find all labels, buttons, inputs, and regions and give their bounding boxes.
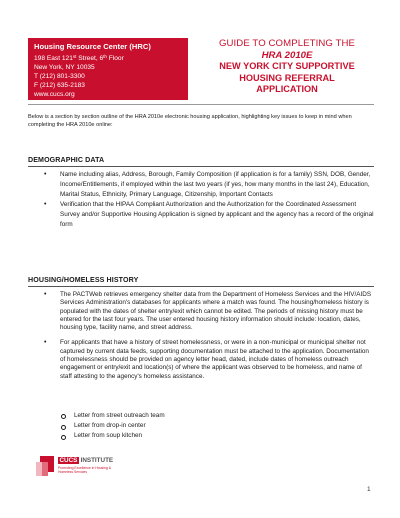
header-divider [28, 104, 374, 105]
section-divider-demographic [28, 166, 374, 167]
list-item: • Verification that the HIPAA Compliant Authorization and the Authorization for the Coordinated Assessment Survey and/or Supportive Housing Application is signed by applicant and the agency has a record of the original form [28, 200, 374, 230]
sub-list-item: Letter from soup kitchen [60, 431, 360, 441]
title-line-3: NEW YORK CITY SUPPORTIVE [219, 61, 355, 71]
org-address-line-1: 198 East 121st Street, 6th Floor [34, 54, 124, 62]
title-line-2: HRA 2010E [261, 50, 313, 61]
intro-paragraph: Below is a section by section outline of the HRA 2010e electronic housing application, highlighting key issues to keep in mind when completing the HRA 2010e online: [28, 114, 352, 129]
org-address-line-2: New York, NY 10035 [34, 64, 95, 71]
org-website[interactable]: www.cucs.org [34, 91, 75, 98]
list-item: • Name including alias, Address, Borough, Family Composition (if application is for a family) SSN, DOB, Gender, Income/Entitlements, if employed within the last two years (if yes, how many months in the last 24), Education, Marital Status, Ethnicity, Primary Language, Citizenship, Important Contacts [28, 170, 374, 200]
logo-wordmark: CUCS INSTITUTE [59, 457, 114, 464]
org-fax: F (212) 635-2183 [34, 82, 85, 89]
logo-tagline: Promoting Excellence in Housing & Homeless Services [58, 466, 111, 475]
list-item: • The PACTWeb retrieves emergency shelter data from the Department of Homeless Services and the HIV/AIDS Services Administration's databases for applicants where a match was found. The housing/homeless history is populated with the dates of shelter entry/exit which cannot be edited. The periods of missing history must be entered for the last four years. The user entered housing history information should include: location, dates, housing type, facility name, and street address. [28, 291, 374, 332]
section-heading-demographic: DEMOGRAPHIC DATA [28, 156, 105, 164]
page-number: 1 [367, 486, 371, 493]
section-heading-housing: HOUSING/HOMELESS HISTORY [28, 276, 139, 284]
demographic-list [28, 170, 374, 229]
title-line-4: HOUSING REFERRAL [239, 72, 335, 83]
documentation-sub-list [60, 411, 360, 442]
housing-list [28, 291, 374, 381]
org-phone: T (212) 801-3300 [34, 73, 85, 80]
title-line-1: GUIDE TO COMPLETING THE [218, 38, 356, 49]
document-title [192, 38, 382, 96]
title-line-5: APPLICATION [256, 84, 318, 94]
sub-list-item: Letter from drop-in center [60, 421, 360, 431]
cucs-institute-logo [34, 454, 124, 486]
section-divider-housing [28, 286, 374, 287]
sub-list-item: Letter from street outreach team [60, 411, 360, 421]
list-item: • For applicants that have a history of street homelessness, or were in a non-municipal or municipal shelter not captured by current data feeds, supporting documentation must be attached to the application. Documentation of homelessness should be provided on agency letter head, dated, include dates of homeless outreach engagement or entry/exit and location(s) of where the applicant was observed to be homeless, and name of staff attesting to the agency's homeless assistance. [28, 339, 374, 380]
hrc-contact-block [28, 38, 188, 100]
cucs-logo-icon [34, 454, 56, 480]
org-name: Housing Resource Center (HRC) [34, 42, 151, 51]
